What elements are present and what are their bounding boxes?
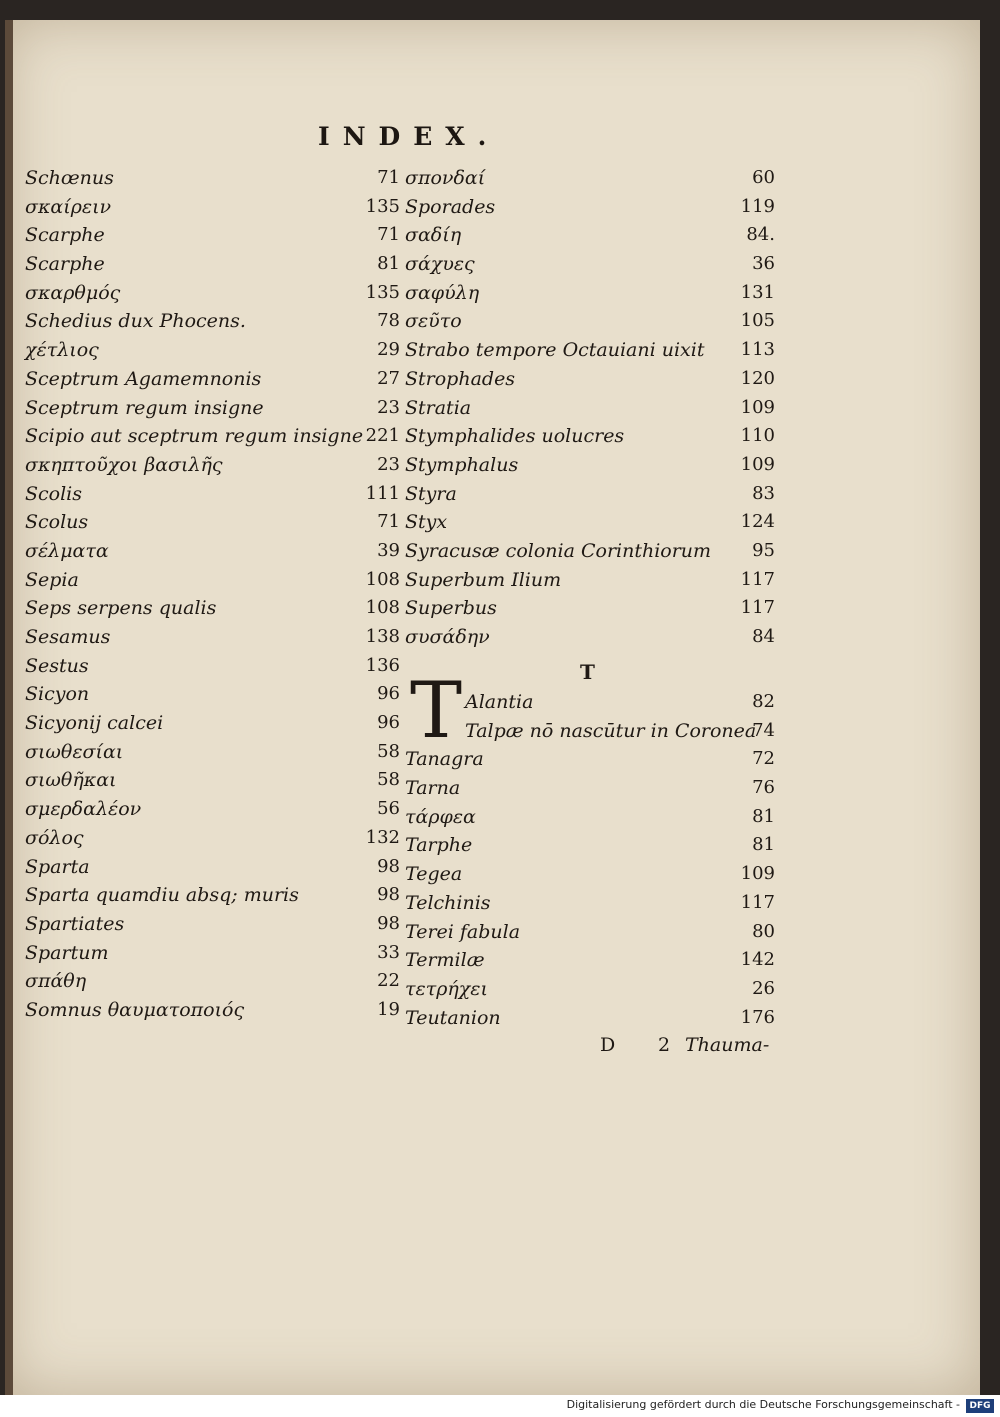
index-entry: Sparta 98 [25,855,400,878]
index-entry: Talpæ nō nascūtur in Coronea 74 [465,719,775,742]
dfg-logo-icon: DFG [966,1399,994,1413]
index-column-right-t [405,688,775,1032]
index-entry: Schedius dux Phocens. 78 [25,310,400,333]
index-entry: Termilæ 142 [405,949,775,972]
signature-number: 2 [658,1034,671,1056]
index-entry: Stratia 109 [405,396,775,419]
page-edge [5,20,13,1395]
index-entry: συσάδην 84 [405,626,775,648]
index-entry: Sceptrum regum insigne 23 [25,396,400,419]
digitization-footer [0,1395,1000,1417]
index-entry: σιωθεσίαι 58 [25,740,400,763]
index-entry: Schœnus 71 [25,167,400,189]
page-title: INDEX. [318,122,500,151]
index-entry: Sparta quamdiu absq; muris 98 [25,884,400,907]
index-entry: σόλος 132 [25,826,400,849]
index-entry: Styx 124 [405,511,775,534]
catchword: Thauma- [685,1034,770,1056]
index-entry: σάχυες 36 [405,253,775,276]
index-entry: Seps serpens qualis 108 [25,597,400,620]
index-entry: Sceptrum Agamemnonis 27 [25,367,400,390]
index-entry: Scolis 111 [25,482,400,505]
index-entry: Sicyonij calcei 96 [25,712,400,735]
index-entry: σκαρθμός 135 [25,281,400,304]
index-entry: Scarphe 81 [25,253,400,276]
index-entry: σμερδαλέον 56 [25,798,400,821]
index-entry: Telchinis 117 [405,891,775,914]
index-entry: Strabo tempore Octauiani uixit 113 [405,339,775,362]
index-entry: σαφύλη 131 [405,281,775,304]
index-entry: Alantia 82 [465,691,775,713]
index-entry: Superbum Ilium 117 [405,568,775,591]
index-entry: σεῦτο 105 [405,310,775,333]
index-entry: Stymphalus 109 [405,453,775,476]
signature-mark: D [600,1034,616,1056]
index-entry: Sepia 108 [25,568,400,591]
index-entry: Spartum 33 [25,941,400,964]
index-entry: Sicyon 96 [25,683,400,706]
index-entry: σπονδαί 60 [405,167,775,189]
index-entry: Scarphe 71 [25,224,400,247]
index-entry: Strophades 120 [405,367,775,390]
index-entry: Styra 83 [405,482,775,505]
index-entry: Superbus 117 [405,597,775,620]
index-column-left [25,164,400,1025]
index-entry: χέτλιος 29 [25,339,400,362]
index-entry: Tegea 109 [405,863,775,886]
index-entry: Tarphe 81 [405,834,775,857]
index-entry: Teutanion 176 [405,1006,775,1029]
drop-cap-letter: T [410,666,463,756]
index-entry: σκηπτοῦχοι βασιλῆς 23 [25,453,400,476]
index-entry: τετρήχει 26 [405,977,775,1000]
index-entry: σκαίρειν 135 [25,195,400,218]
index-entry: Spartiates 98 [25,912,400,935]
index-entry: Stymphalides uolucres 110 [405,425,775,448]
index-column-right-s [405,164,775,652]
index-entry: Scolus 71 [25,511,400,534]
index-entry: Syracusæ colonia Corinthiorum 95 [405,539,775,562]
index-entry: τάρφεα 81 [405,805,775,828]
index-entry: Scipio aut sceptrum regum insigne 221 [25,425,400,448]
index-entry: Sestus 136 [25,654,400,677]
index-entry: Somnus θαυματοποιός 19 [25,998,400,1021]
index-entry: σαδίη 84. [405,224,775,247]
index-entry: σέλματα 39 [25,539,400,562]
index-entry: σιωθῆκαι 58 [25,769,400,792]
index-entry: Terei fabula 80 [405,920,775,943]
index-entry: σπάθη 22 [25,970,400,993]
index-entry: Sesamus 138 [25,626,400,648]
index-entry: Tarna 76 [405,777,775,800]
index-entry: Sporades 119 [405,195,775,218]
section-letter: T [580,660,595,684]
index-entry: Tanagra 72 [405,748,775,771]
footer-text: Digitalisierung gefördert durch die Deutsche Forschungsgemeinschaft - [566,1398,960,1411]
